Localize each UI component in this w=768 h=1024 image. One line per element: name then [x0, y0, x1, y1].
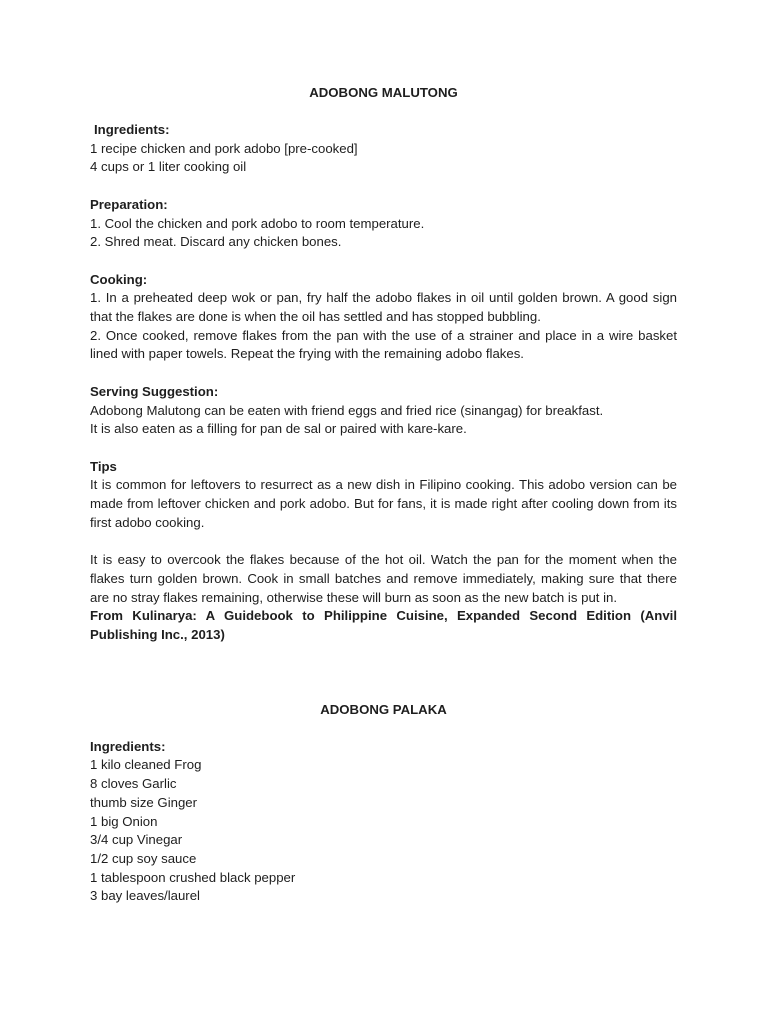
ingredient-line: 1 big Onion — [90, 813, 158, 829]
cooking-step: 1. In a preheated deep wok or pan, fry half the adobo flakes in oil until golden brown. A good sign that the flakes are done is when the oil has settled and has stopped bubbling. — [90, 290, 677, 325]
preparation-heading: Preparation: — [90, 196, 168, 212]
serving-suggestion-line: It is also eaten as a filling for pan de sal or paired with kare-kare. — [90, 421, 467, 437]
source-citation: From Kulinarya: A Guidebook to Philippine Cuisine, Expanded Second Edition (Anvil Publishing Inc., 2013) — [90, 608, 677, 642]
recipe-title-adobong-palaka: ADOBONG PALAKA — [320, 701, 447, 717]
document-page — [90, 84, 677, 906]
tips-heading: Tips — [90, 458, 117, 474]
ingredient-line: 1 kilo cleaned Frog — [90, 757, 202, 773]
serving-suggestion-heading: Serving Suggestion: — [90, 383, 219, 399]
ingredient-line: 8 cloves Garlic — [90, 776, 177, 792]
ingredient-line: 3 bay leaves/laurel — [90, 888, 200, 904]
ingredient-line: 3/4 cup Vinegar — [90, 832, 183, 848]
preparation-step: 2. Shred meat. Discard any chicken bones. — [90, 234, 342, 250]
ingredient-line: 4 cups or 1 liter cooking oil — [90, 159, 247, 175]
ingredient-line: 1/2 cup soy sauce — [90, 850, 197, 866]
serving-suggestion-line: Adobong Malutong can be eaten with friend eggs and fried rice (sinangag) for breakfast. — [90, 402, 604, 418]
recipe-title-adobong-malutong: ADOBONG MALUTONG — [309, 85, 458, 100]
ingredient-line: thumb size Ginger — [90, 794, 198, 810]
tips-paragraph: It is easy to overcook the flakes because of the hot oil. Watch the pan for the moment when the flakes turn golden brown. Cook in small batches and remove immediately, making sure that there are no stray flakes remaining, otherwise these will burn as soon as the new batch is put in. — [90, 552, 677, 605]
cooking-step: 2. Once cooked, remove flakes from the pan with the use of a strainer and place in a wire basket lined with paper towels. Repeat the frying with the remaining adobo flakes. — [90, 327, 677, 362]
ingredients-heading: Ingredients: — [94, 122, 170, 138]
ingredients-heading: Ingredients: — [90, 738, 166, 754]
ingredient-line: 1 tablespoon crushed black pepper — [90, 869, 296, 885]
cooking-heading: Cooking: — [90, 271, 148, 287]
preparation-step: 1. Cool the chicken and pork adobo to room temperature. — [90, 215, 425, 231]
tips-paragraph: It is common for leftovers to resurrect as a new dish in Filipino cooking. This adobo version can be made from leftover chicken and pork adobo. But for fans, it is made right after cooling down from its first adobo cooking. — [90, 477, 677, 530]
ingredient-line: 1 recipe chicken and pork adobo [pre-cooked] — [90, 140, 358, 156]
